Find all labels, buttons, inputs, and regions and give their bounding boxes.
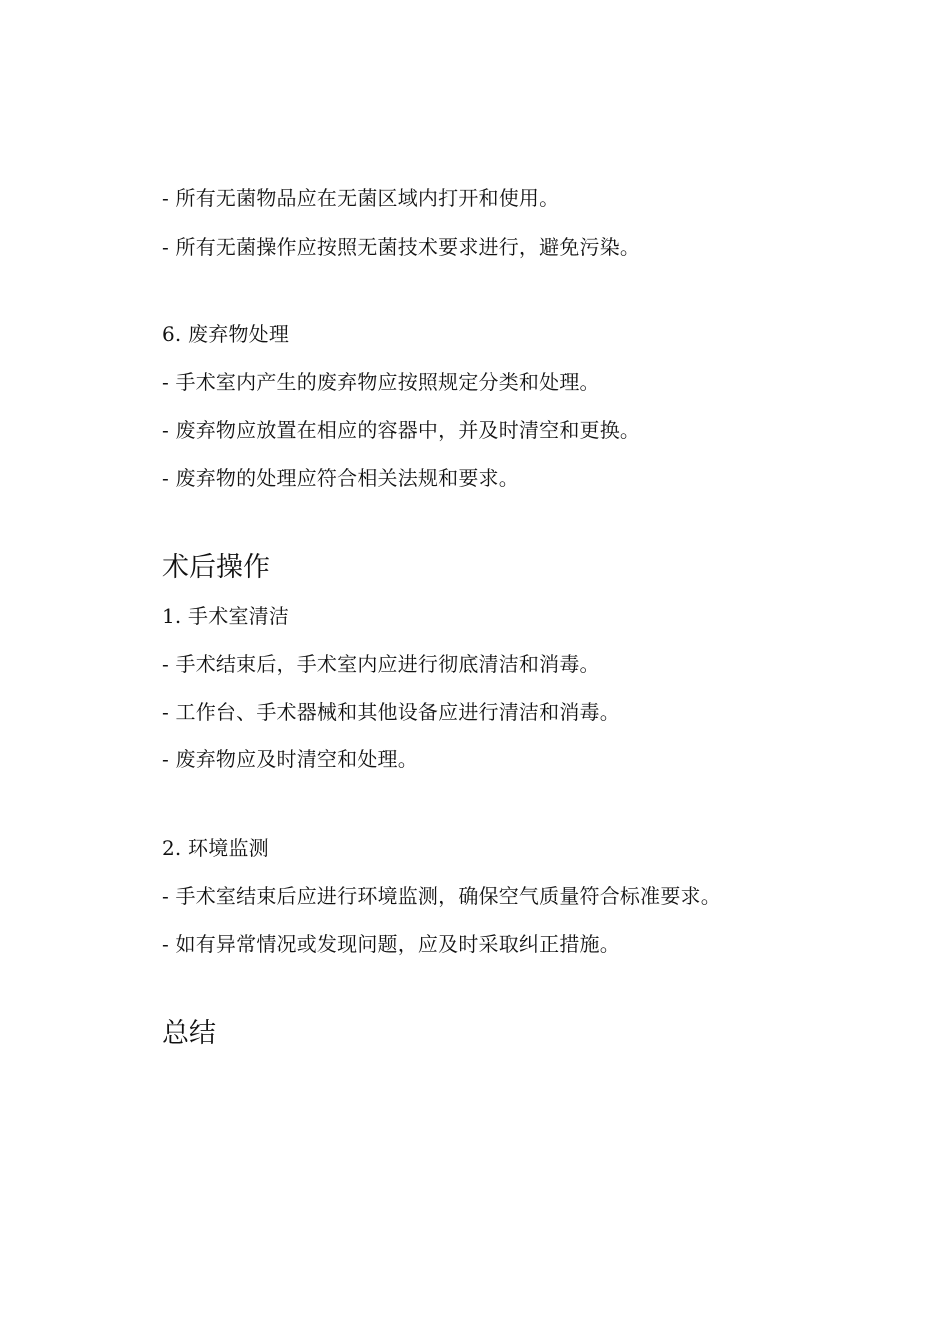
cleaning-line-1: - 手术结束后，手术室内应进行彻底清洁和消毒。	[162, 652, 600, 676]
sterile-operation-line: - 所有无菌操作应按照无菌技术要求进行，避免污染。	[162, 235, 641, 259]
monitoring-section-title: 2. 环境监测	[162, 836, 269, 860]
waste-line-3: - 废弃物的处理应符合相关法规和要求。	[162, 466, 519, 490]
waste-line-1: - 手术室内产生的废弃物应按照规定分类和处理。	[162, 370, 600, 394]
waste-section-title: 6. 废弃物处理	[162, 322, 290, 346]
cleaning-line-3: - 废弃物应及时清空和处理。	[162, 747, 418, 771]
postop-heading: 术后操作	[162, 552, 270, 583]
monitoring-line-2: - 如有异常情况或发现问题，应及时采取纠正措施。	[162, 932, 620, 956]
monitoring-line-1: - 手术室结束后应进行环境监测，确保空气质量符合标准要求。	[162, 884, 721, 908]
document-page	[162, 0, 922, 1344]
summary-heading: 总结	[162, 1018, 216, 1049]
waste-line-2: - 废弃物应放置在相应的容器中，并及时清空和更换。	[162, 418, 641, 442]
sterile-item-line: - 所有无菌物品应在无菌区域内打开和使用。	[162, 186, 560, 210]
cleaning-section-title: 1. 手术室清洁	[162, 604, 290, 628]
cleaning-line-2: - 工作台、手术器械和其他设备应进行清洁和消毒。	[162, 700, 620, 724]
